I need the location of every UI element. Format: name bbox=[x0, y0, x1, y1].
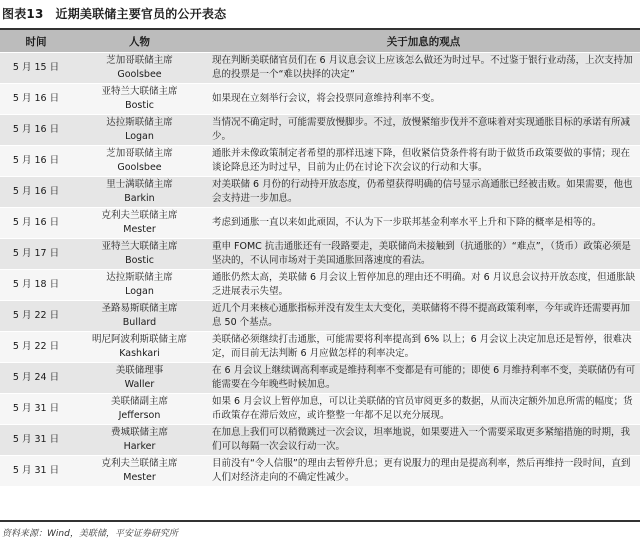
view-cell: 目前没有“令人信服”的理由去暂停升息；更有说服力的理由是提高利率，然后再维持一段时间，直到人们对经济走向的不确定性减少。 bbox=[207, 456, 640, 487]
date-cell: 5 月 17 日 bbox=[0, 239, 72, 270]
view-cell: 通胀仍然太高，美联储 6 月会议上暂停加息的理由还不明确。对 6 月议息会议持开放态度，但通胀缺乏进展表示失望。 bbox=[207, 270, 640, 301]
person-name: Barkin bbox=[124, 193, 155, 204]
person-role: 美联储副主席 bbox=[110, 396, 168, 407]
person-name: Bullard bbox=[122, 317, 157, 328]
table-row bbox=[0, 146, 640, 177]
figure-title bbox=[2, 3, 226, 25]
person-role: 圣路易斯联储主席 bbox=[101, 303, 178, 314]
person-name: Goolsbee bbox=[117, 162, 162, 173]
figure-title-text: 近期美联储主要官员的公开表态 bbox=[55, 7, 227, 21]
view-cell: 考虑到通胀一直以来如此顽固，不认为下一步联邦基金利率水平上升和下降的概率是相等的。 bbox=[207, 208, 640, 239]
person-role: 美联储理事 bbox=[115, 365, 164, 376]
view-cell: 对美联储 6 月份的行动持开放态度，仍希望获得明确的信号显示高通胀已经被击败。如果需要，他也会支持进一步加息。 bbox=[207, 177, 640, 208]
person-cell bbox=[72, 115, 207, 146]
person-cell bbox=[72, 301, 207, 332]
person-role: 克利夫兰联储主席 bbox=[101, 210, 178, 221]
person-cell bbox=[72, 239, 207, 270]
person-cell bbox=[72, 270, 207, 301]
person-name: Jefferson bbox=[118, 410, 161, 421]
person-name: Waller bbox=[124, 379, 155, 390]
person-cell bbox=[72, 456, 207, 487]
table-row bbox=[0, 456, 640, 487]
view-cell: 重申 FOMC 抗击通胀还有一段路要走，美联储尚未接触到（抗通胀的）“难点”，（货币）政策必须是坚决的，不认同市场对于美国通胀回落速度的看法。 bbox=[207, 239, 640, 270]
person-role: 里士满联储主席 bbox=[106, 179, 173, 190]
person-role: 芝加哥联储主席 bbox=[106, 148, 173, 159]
statements-table bbox=[0, 28, 640, 487]
source-note: 资料来源：Wind，美联储，平安证券研究所 bbox=[2, 529, 178, 539]
figure-label: 图表13 bbox=[2, 7, 44, 21]
person-role: 亚特兰大联储主席 bbox=[101, 86, 178, 97]
date-cell: 5 月 16 日 bbox=[0, 146, 72, 177]
header-date: 时间 bbox=[0, 29, 72, 53]
view-cell: 如果现在立刻举行会议，将会投票同意维持利率不变。 bbox=[207, 84, 640, 115]
view-cell: 当情况不确定时，可能需要放慢脚步。不过，放慢紧缩步伐并不意味着对实现通胀目标的承诺有所减少。 bbox=[207, 115, 640, 146]
person-role: 亚特兰大联储主席 bbox=[101, 241, 178, 252]
table-row bbox=[0, 115, 640, 146]
person-role: 达拉斯联储主席 bbox=[106, 272, 173, 283]
table-row bbox=[0, 270, 640, 301]
view-cell: 近几个月来核心通胀指标并没有发生太大变化，美联储将不得不提高政策利率，今年或许还需要再加息 50 个基点。 bbox=[207, 301, 640, 332]
header-person: 人物 bbox=[72, 29, 207, 53]
table-row bbox=[0, 53, 640, 84]
person-name: Goolsbee bbox=[117, 69, 162, 80]
person-role: 达拉斯联储主席 bbox=[106, 117, 173, 128]
person-cell bbox=[72, 84, 207, 115]
person-name: Harker bbox=[123, 441, 156, 452]
view-cell: 现在判断美联储官员们在 6 月议息会议上应该怎么做还为时过早。不过鉴于银行业动荡，上次支持加息的投票是一个“难以抉择的决定” bbox=[207, 53, 640, 84]
header-view: 关于加息的观点 bbox=[207, 29, 640, 53]
date-cell: 5 月 16 日 bbox=[0, 177, 72, 208]
table-row bbox=[0, 177, 640, 208]
bottom-rule bbox=[0, 520, 640, 522]
person-cell bbox=[72, 208, 207, 239]
table-row bbox=[0, 84, 640, 115]
person-cell bbox=[72, 363, 207, 394]
view-cell: 通胀并未像政策制定者希望的那样迅速下降，但收紧信贷条件将有助于做货币政策要做的事情；现在谈论降息还为时过早，目前为止仍在讨论下次会议的行动和大事。 bbox=[207, 146, 640, 177]
date-cell: 5 月 15 日 bbox=[0, 53, 72, 84]
table-row bbox=[0, 363, 640, 394]
person-cell bbox=[72, 177, 207, 208]
person-role: 克利夫兰联储主席 bbox=[101, 458, 178, 469]
person-cell bbox=[72, 425, 207, 456]
person-name: Mester bbox=[123, 224, 156, 235]
person-name: Bostic bbox=[125, 100, 154, 111]
person-cell bbox=[72, 394, 207, 425]
date-cell: 5 月 31 日 bbox=[0, 425, 72, 456]
person-role: 芝加哥联储主席 bbox=[106, 55, 173, 66]
date-cell: 5 月 18 日 bbox=[0, 270, 72, 301]
person-name: Logan bbox=[125, 131, 154, 142]
date-cell: 5 月 31 日 bbox=[0, 394, 72, 425]
person-name: Bostic bbox=[125, 255, 154, 266]
table-row bbox=[0, 332, 640, 363]
date-cell: 5 月 24 日 bbox=[0, 363, 72, 394]
view-cell: 如果 6 月会议上暂停加息，可以让美联储的官员审阅更多的数据，从而决定额外加息所需的幅度；货币政策存在滞后效应，或许整整一年都不足以充分展现。 bbox=[207, 394, 640, 425]
table-row bbox=[0, 239, 640, 270]
date-cell: 5 月 22 日 bbox=[0, 332, 72, 363]
view-cell: 在加息上我们可以稍微跳过一次会议，坦率地说，如果要进入一个需要采取更多紧缩措施的时期，我们可以每隔一次会议行动一次。 bbox=[207, 425, 640, 456]
person-name: Mester bbox=[123, 472, 156, 483]
person-cell bbox=[72, 332, 207, 363]
date-cell: 5 月 31 日 bbox=[0, 456, 72, 487]
date-cell: 5 月 22 日 bbox=[0, 301, 72, 332]
table-row bbox=[0, 425, 640, 456]
view-cell: 在 6 月会议上继续调高利率或是维持利率不变都是有可能的；即使 6 月维持利率不变，美联储仍有可能需要在今年晚些时候加息。 bbox=[207, 363, 640, 394]
table-row bbox=[0, 301, 640, 332]
date-cell: 5 月 16 日 bbox=[0, 84, 72, 115]
view-cell: 美联储必须继续打击通胀，可能需要将利率提高到 6% 以上；6 月会议上决定加息还是暂停，很难决定，而目前无法判断 6 月应做怎样的利率决定。 bbox=[207, 332, 640, 363]
person-cell bbox=[72, 146, 207, 177]
date-cell: 5 月 16 日 bbox=[0, 115, 72, 146]
person-role: 明尼阿波利斯联储主席 bbox=[91, 334, 187, 345]
person-name: Kashkari bbox=[119, 348, 160, 359]
person-name: Logan bbox=[125, 286, 154, 297]
person-role: 费城联储主席 bbox=[110, 427, 168, 438]
table-row bbox=[0, 208, 640, 239]
table-header-row bbox=[0, 29, 640, 53]
date-cell: 5 月 16 日 bbox=[0, 208, 72, 239]
table-row bbox=[0, 394, 640, 425]
person-cell bbox=[72, 53, 207, 84]
